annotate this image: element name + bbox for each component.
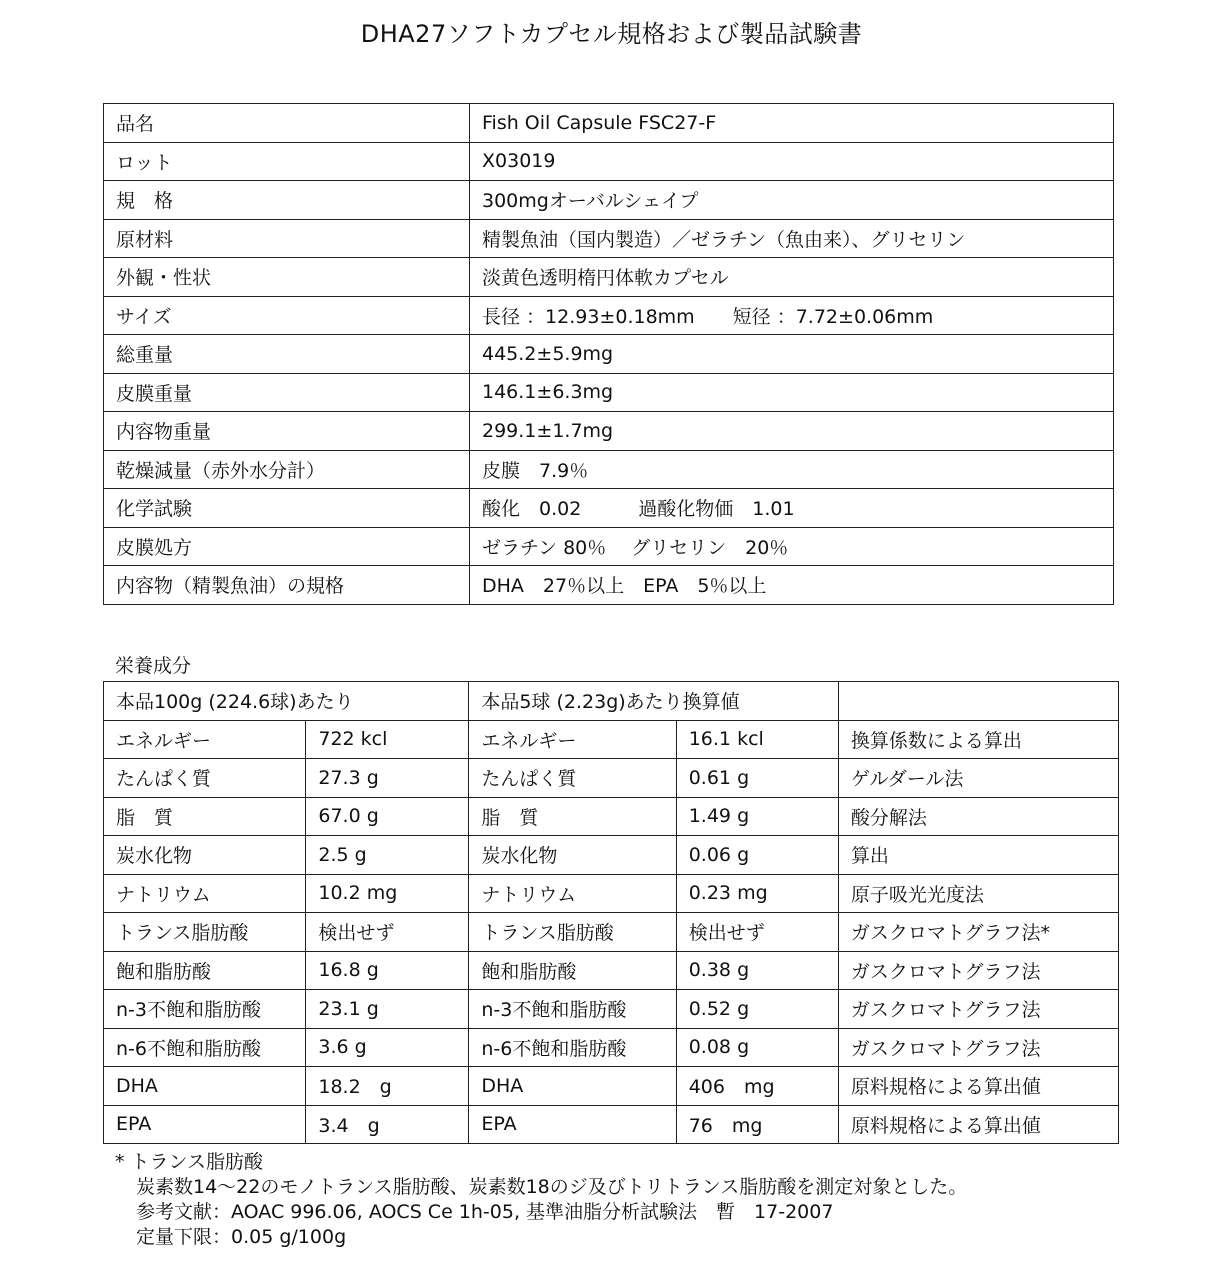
spec-value: 445.2±5.9mg [470,335,1114,374]
spec-row [104,373,1114,412]
nutrition-row [104,759,1119,798]
spec-value: 300mgオーバルシェイプ [470,181,1114,220]
spec-key: 内容物（精製魚油）の規格 [104,566,470,605]
spec-row [104,142,1114,181]
nutrition-row [104,1028,1119,1067]
spec-key: 内容物重量 [104,412,470,451]
test-method: 算出 [838,836,1118,875]
nutrient-value-5caps: 0.08 g [676,1028,838,1067]
nutrition-row [104,874,1119,913]
nutrient-name: 飽和脂肪酸 [469,951,676,990]
spec-key: 規 格 [104,181,470,220]
nutrition-row [104,990,1119,1029]
spec-value: 146.1±6.3mg [470,373,1114,412]
nutrition-heading: 栄養成分 [115,655,192,677]
test-method: ゲルダール法 [838,759,1118,798]
nutrient-name: エネルギー [104,720,306,759]
nutrient-value-100g: 23.1 g [306,990,469,1029]
nutrient-name: 炭水化物 [469,836,676,875]
nutrient-name: エネルギー [469,720,676,759]
nutrient-value-100g: 検出せず [306,913,469,952]
spec-value: Fish Oil Capsule FSC27-F [470,104,1114,143]
nutrition-row [104,913,1119,952]
nutrient-name: トランス脂肪酸 [469,913,676,952]
nutrition-row [104,797,1119,836]
header-per-5-capsules: 本品5球 (2.23g)あたり換算値 [469,682,839,721]
nutrient-name: n-6不飽和脂肪酸 [469,1028,676,1067]
spec-value: 299.1±1.7mg [470,412,1114,451]
spec-row [104,181,1114,220]
nutrient-value-5caps: 0.61 g [676,759,838,798]
nutrient-name: 炭水化物 [104,836,306,875]
test-method: ガスクロマトグラフ法 [838,1028,1118,1067]
nutrition-row [104,951,1119,990]
spec-row [104,566,1114,605]
spec-key: 皮膜処方 [104,527,470,566]
nutrition-table [103,681,1119,1144]
spec-key: 皮膜重量 [104,373,470,412]
spec-table [103,103,1114,605]
nutrient-value-100g: 722 kcl [306,720,469,759]
nutrition-row [104,1067,1119,1106]
spec-row [104,335,1114,374]
nutrient-value-5caps: 0.38 g [676,951,838,990]
spec-row [104,412,1114,451]
nutrient-value-5caps: 16.1 kcl [676,720,838,759]
nutrient-name: n-3不飽和脂肪酸 [469,990,676,1029]
footnote-detection-limit: 定量下限：0.05 g/100g [136,1226,347,1248]
footnote-scope: 炭素数14～22のモノトランス脂肪酸、炭素数18のジ及びトリトランス脂肪酸を測定対象とした。 [136,1176,968,1198]
spec-key: ロット [104,142,470,181]
footnotes [115,1150,967,1250]
spec-key: 化学試験 [104,489,470,528]
nutrient-name: EPA [469,1105,676,1144]
spec-key: 品名 [104,104,470,143]
spec-row [104,527,1114,566]
spec-key: 総重量 [104,335,470,374]
nutrient-name: DHA [469,1067,676,1106]
spec-key: 乾燥減量（赤外水分計） [104,450,470,489]
spec-key: 原材料 [104,219,470,258]
test-method: ガスクロマトグラフ法* [838,913,1118,952]
nutrient-name: 飽和脂肪酸 [104,951,306,990]
nutrient-name: DHA [104,1067,306,1106]
nutrition-row [104,720,1119,759]
spec-value: 淡黄色透明楕円体軟カプセル [470,258,1114,297]
nutrient-value-100g: 3.4 g [306,1105,469,1144]
nutrition-row [104,836,1119,875]
nutrient-name: 脂 質 [469,797,676,836]
spec-row [104,258,1114,297]
spec-value: ゼラチン 80％ グリセリン 20％ [470,527,1114,566]
nutrient-value-5caps: 76 mg [676,1105,838,1144]
nutrient-value-100g: 10.2 mg [306,874,469,913]
nutrient-value-5caps: 検出せず [676,913,838,952]
nutrient-value-5caps: 406 mg [676,1067,838,1106]
spec-value: 皮膜 7.9％ [470,450,1114,489]
spec-value: 長径 ：12.93±0.18mm 短径 ：7.72±0.06mm [470,296,1114,335]
document-title: DHA27ソフトカプセル規格および製品試験書 [360,20,863,48]
nutrient-name: ナトリウム [104,874,306,913]
test-method: 換算係数による算出 [838,720,1118,759]
nutrient-name: EPA [104,1105,306,1144]
spec-row [104,104,1114,143]
nutrient-name: たんぱく質 [469,759,676,798]
nutrient-value-5caps: 0.23 mg [676,874,838,913]
nutrient-value-100g: 16.8 g [306,951,469,990]
footnote-reference: 参考文献：AOAC 996.06, AOCS Ce 1h-05, 基準油脂分析試験法 暫 17-2007 [136,1201,834,1223]
nutrient-name: n-6不飽和脂肪酸 [104,1028,306,1067]
nutrient-name: トランス脂肪酸 [104,913,306,952]
spec-key: 外観・性状 [104,258,470,297]
spec-row [104,219,1114,258]
header-method [838,682,1118,721]
nutrient-value-100g: 27.3 g [306,759,469,798]
spec-value: DHA 27％以上 EPA 5％以上 [470,566,1114,605]
spec-row [104,450,1114,489]
test-method: ガスクロマトグラフ法 [838,951,1118,990]
nutrient-value-100g: 2.5 g [306,836,469,875]
spec-row [104,489,1114,528]
nutrient-name: ナトリウム [469,874,676,913]
test-method: 酸分解法 [838,797,1118,836]
nutrient-name: n-3不飽和脂肪酸 [104,990,306,1029]
test-method: 原料規格による算出値 [838,1067,1118,1106]
header-per-100g: 本品100g (224.6球)あたり [104,682,469,721]
spec-row [104,296,1114,335]
nutrient-value-5caps: 1.49 g [676,797,838,836]
footnote-title: * トランス脂肪酸 [115,1151,263,1173]
nutrition-row [104,1105,1119,1144]
spec-value: 精製魚油（国内製造）／ゼラチン（魚由来）、グリセリン [470,219,1114,258]
nutrition-header-row [104,682,1119,721]
nutrient-value-5caps: 0.06 g [676,836,838,875]
nutrient-value-100g: 3.6 g [306,1028,469,1067]
test-method: ガスクロマトグラフ法 [838,990,1118,1029]
nutrient-name: 脂 質 [104,797,306,836]
spec-value: X03019 [470,142,1114,181]
nutrient-value-100g: 67.0 g [306,797,469,836]
spec-key: サイズ [104,296,470,335]
nutrient-value-5caps: 0.52 g [676,990,838,1029]
spec-value: 酸化 0.02 過酸化物価 1.01 [470,489,1114,528]
test-method: 原子吸光光度法 [838,874,1118,913]
test-method: 原料規格による算出値 [838,1105,1118,1144]
nutrient-value-100g: 18.2 g [306,1067,469,1106]
nutrient-name: たんぱく質 [104,759,306,798]
